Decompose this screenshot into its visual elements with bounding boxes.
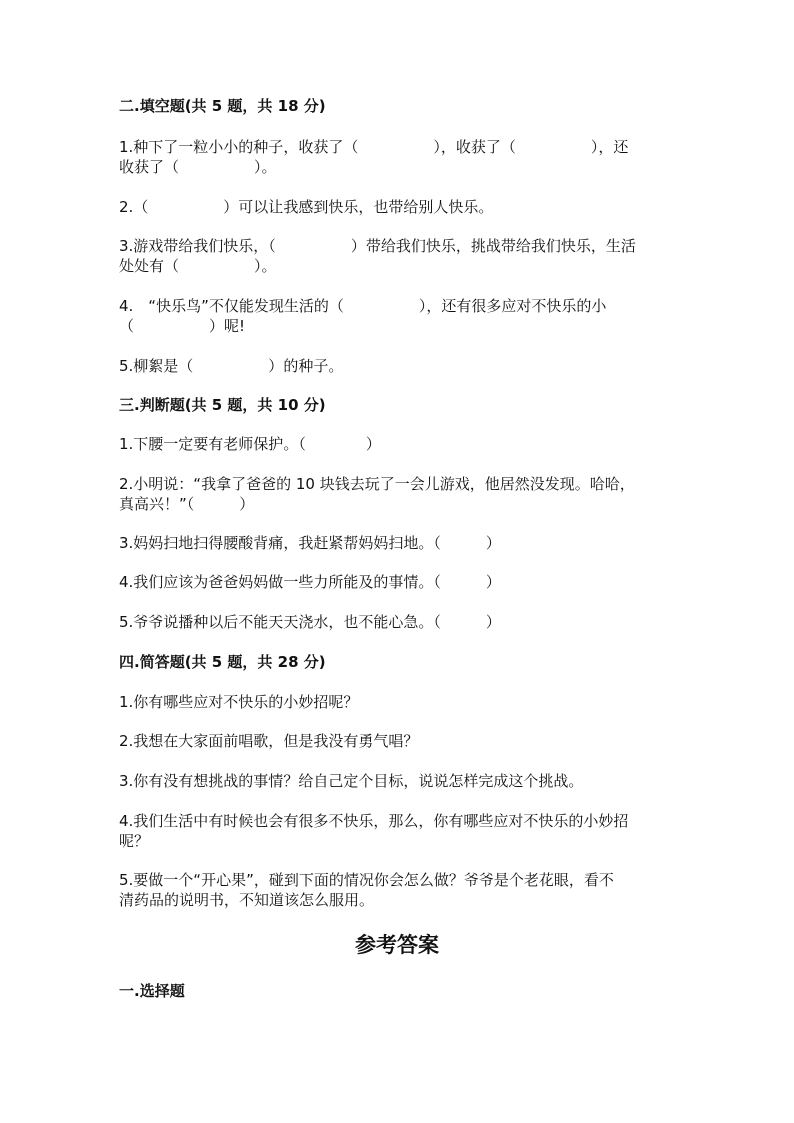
fill-blank-q5: 5.柳絮是（ ）的种子。 [119, 357, 344, 375]
answer-key-title: 参考答案 [355, 932, 439, 957]
short-answer-q4-line2: 呢？ [119, 832, 150, 850]
fill-blank-q4-line2: （ ）呢! [119, 317, 246, 335]
fill-blank-q1-line1: 1.种下了一粒小小的种子，收获了（ ），收获了（ ），还 [119, 138, 629, 156]
short-answer-q5-line1: 5.要做一个“开心果”，碰到下面的情况你会怎么做？爷爷是个老花眼，看不 [119, 871, 614, 889]
fill-blank-q2: 2.（ ）可以让我感到快乐，也带给别人快乐。 [119, 198, 494, 216]
section-2-heading: 二.填空题(共 5 题，共 18 分) [119, 97, 326, 115]
section-3-heading: 三.判断题(共 5 题，共 10 分) [119, 396, 326, 414]
true-false-q3: 3.妈妈扫地扫得腰酸背痛，我赶紧帮妈妈扫地。（ ） [119, 534, 501, 552]
true-false-q2-line1: 2.小明说：“我拿了爸爸的 10 块钱去玩了一会儿游戏，他居然没发现。哈哈， [119, 475, 635, 493]
short-answer-q5-line2: 清药品的说明书，不知道该怎么服用。 [119, 891, 375, 909]
fill-blank-q4-line1: 4. “快乐鸟”不仅能发现生活的（ ），还有很多应对不快乐的小 [119, 297, 607, 315]
fill-blank-q1-line2: 收获了（ ）。 [119, 158, 277, 176]
section-4-heading: 四.简答题(共 5 题，共 28 分) [119, 653, 326, 671]
fill-blank-q3-line1: 3.游戏带给我们快乐，（ ）带给我们快乐，挑战带给我们快乐，生活 [119, 237, 636, 255]
true-false-q1: 1.下腰一定要有老师保护。（ ） [119, 435, 381, 453]
short-answer-q3: 3.你有没有想挑战的事情？给自己定个目标，说说怎样完成这个挑战。 [119, 772, 584, 790]
true-false-q5: 5.爷爷说播种以后不能天天浇水，也不能心急。（ ） [119, 613, 501, 631]
short-answer-q1: 1.你有哪些应对不快乐的小妙招呢？ [119, 693, 359, 711]
fill-blank-q3-line2: 处处有（ ）。 [119, 257, 277, 275]
answer-section-1-heading: 一.选择题 [119, 982, 185, 1000]
short-answer-q2: 2.我想在大家面前唱歌，但是我没有勇气唱？ [119, 732, 419, 750]
true-false-q2-line2: 真高兴！”（ ） [119, 495, 255, 513]
short-answer-q4-line1: 4.我们生活中有时候也会有很多不快乐，那么，你有哪些应对不快乐的小妙招 [119, 812, 629, 830]
true-false-q4: 4.我们应该为爸爸妈妈做一些力所能及的事情。（ ） [119, 573, 501, 591]
